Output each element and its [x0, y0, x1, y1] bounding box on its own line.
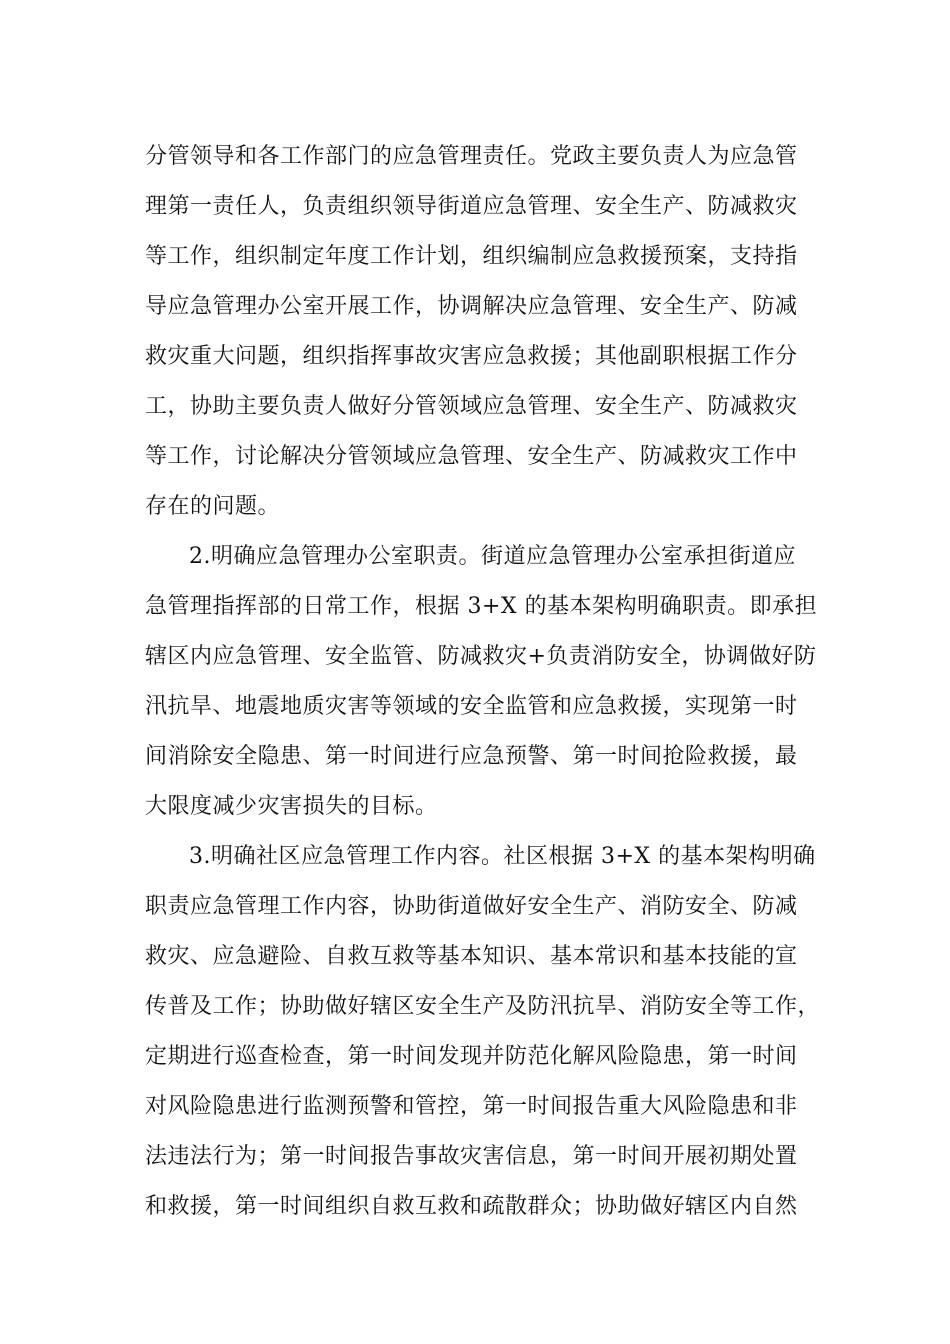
paragraph-3-first-line: 3.明确社区应急管理工作内容。社区根据 3+X 的基本架构明确 — [189, 844, 816, 869]
text-line: 救灾、应急避险、自救互救等基本知识、基本常识和基本技能的宣 — [145, 944, 798, 969]
text-line: 存在的问题。 — [145, 494, 281, 519]
text-line: 和救援，第一时间组织自救互救和疏散群众；协助做好辖区内自然 — [145, 1194, 798, 1219]
paragraph-2-first-line: 2.明确应急管理办公室职责。街道应急管理办公室承担街道应 — [189, 544, 796, 569]
text-line: 分管领导和各工作部门的应急管理责任。党政主要负责人为应急管 — [145, 144, 798, 169]
text-line: 导应急管理办公室开展工作，协调解决应急管理、安全生产、防减 — [145, 294, 798, 319]
text-line: 法违法行为；第一时间报告事故灾害信息，第一时间开展初期处置 — [145, 1144, 798, 1169]
text-line: 理第一责任人，负责组织领导街道应急管理、安全生产、防减救灾 — [145, 194, 798, 219]
text-line: 职责应急管理工作内容，协助街道做好安全生产、消防安全、防减 — [145, 894, 798, 919]
text-line: 工，协助主要负责人做好分管领域应急管理、安全生产、防减救灾 — [145, 394, 798, 419]
document-body — [145, 132, 821, 1232]
text-line: 辖区内应急管理、安全监管、防减救灾+负责消防安全，协调做好防 — [145, 644, 817, 669]
text-line: 急管理指挥部的日常工作，根据 3+X 的基本架构明确职责。即承担 — [145, 594, 818, 619]
text-line: 定期进行巡查检查，第一时间发现并防范化解风险隐患，第一时间 — [145, 1044, 798, 1069]
text-line: 汛抗旱、地震地质灾害等领域的安全监管和应急救援，实现第一时 — [145, 694, 798, 719]
text-line: 等工作，组织制定年度工作计划，组织编制应急救援预案，支持指 — [145, 244, 798, 269]
text-line: 等工作，讨论解决分管领域应急管理、安全生产、防减救灾工作中 — [145, 444, 798, 469]
text-line: 救灾重大问题，组织指挥事故灾害应急救援；其他副职根据工作分 — [145, 344, 798, 369]
text-line: 对风险隐患进行监测预警和管控，第一时间报告重大风险隐患和非 — [145, 1094, 798, 1119]
text-line: 传普及工作；协助做好辖区安全生产及防汛抗旱、消防安全等工作， — [145, 994, 821, 1019]
text-line: 间消除安全隐患、第一时间进行应急预警、第一时间抢险救援，最 — [145, 744, 798, 769]
text-line: 大限度减少灾害损失的目标。 — [145, 794, 438, 819]
